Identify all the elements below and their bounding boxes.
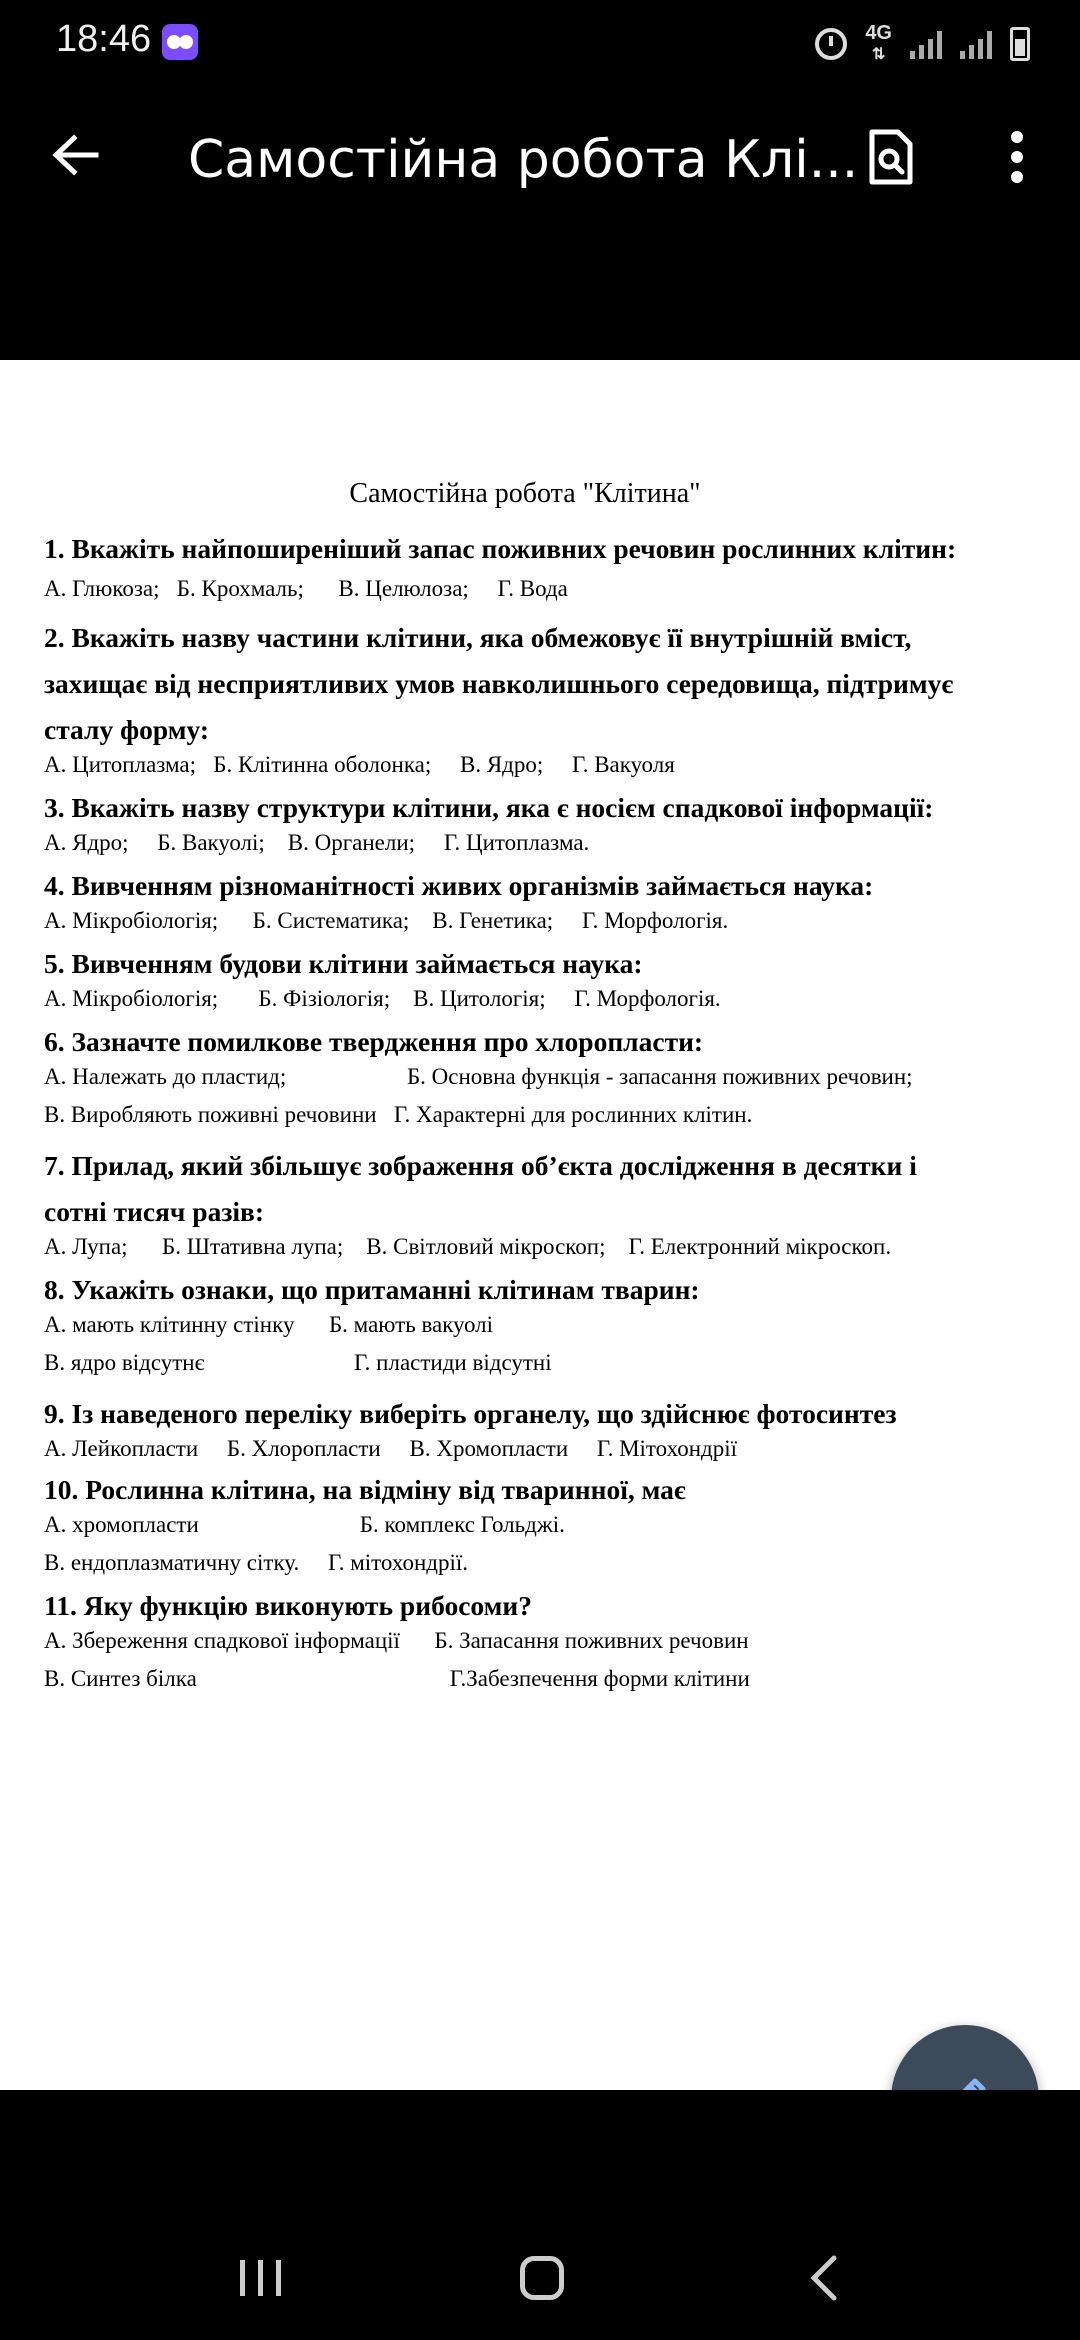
question-line: 9. Із наведеного переліку виберіть органелу, що здійснює фотосинтез	[44, 1398, 897, 1429]
document-page	[0, 360, 1080, 2090]
signal-icon-2	[960, 29, 992, 59]
answer-options-line: А. Збереження спадкової інформації Б. Запасання поживних речовин	[44, 1628, 749, 1653]
answer-options-line: В. ендоплазматичну сітку. Г. мітохондрії.	[44, 1550, 468, 1575]
battery-icon	[1010, 27, 1030, 61]
find-in-page-icon[interactable]	[866, 128, 916, 186]
question-line: 7. Прилад, який збільшує зображення об’єкта дослідження в десятки і	[44, 1150, 917, 1181]
question-line: 2. Вкажіть назву частини клітини, яка обмежовує її внутрішній вміст,	[44, 622, 912, 653]
answer-options-line: А. хромопласти Б. комплекс Гольджі.	[44, 1512, 565, 1537]
status-bar	[0, 0, 1080, 90]
signal-icon	[910, 29, 942, 59]
answer-options-line: А. Мікробіологія; Б. Систематика; В. Генетика; Г. Морфологія.	[44, 908, 729, 933]
question-line: 8. Укажіть ознаки, що притаманні клітинам тварин:	[44, 1274, 700, 1305]
network-type-label: 4G ⇅	[865, 22, 892, 63]
answer-options-line: А. Лупа; Б. Штативна лупа; В. Світловий мікроскоп; Г. Електронний мікроскоп.	[44, 1234, 892, 1259]
app-bar	[0, 90, 1080, 360]
answer-options-line: В. Синтез білка Г.Забезпечення форми клітини	[44, 1666, 750, 1691]
answer-options-line: А. мають клітинну стінку Б. мають вакуолі	[44, 1312, 494, 1337]
answer-options-line: А. Мікробіологія; Б. Фізіологія; В. Цитологія; Г. Морфологія.	[44, 986, 721, 1011]
document-title: Самостійна робота Клі...	[188, 130, 859, 190]
question-line: 11. Яку функцію виконують рибосоми?	[44, 1590, 532, 1621]
answer-options-line: В. Виробляють поживні речовини Г. Характерні для рослинних клітин.	[44, 1102, 753, 1127]
status-time: 18:46	[56, 18, 152, 60]
more-options-icon[interactable]	[1000, 130, 1034, 184]
answer-options-line: В. ядро відсутнє Г. пластиди відсутні	[44, 1350, 552, 1375]
app-notification-icon	[162, 24, 198, 60]
question-line: 5. Вивченням будови клітини займається наука:	[44, 948, 643, 979]
document-heading: Самостійна робота "Клітина"	[349, 478, 701, 509]
answer-options-line: А. Цитоплазма; Б. Клітинна оболонка; В. Ядро; Г. Вакуоля	[44, 752, 675, 777]
nav-back-icon[interactable]	[806, 2254, 842, 2302]
answer-options-line: А. Глюкоза; Б. Крохмаль; В. Целюлоза; Г. Вода	[44, 576, 568, 601]
question-line: сотні тисяч разів:	[44, 1196, 265, 1227]
system-navigation-bar	[0, 2090, 1080, 2340]
answer-options-line: А. Ядро; Б. Вакуолі; В. Органели; Г. Цитоплазма.	[44, 830, 590, 855]
recent-apps-icon[interactable]	[238, 2258, 284, 2298]
home-icon[interactable]	[520, 2256, 564, 2300]
status-icons	[815, 24, 1030, 64]
answer-options-line: А. Лейкопласти Б. Хлоропласти В. Хромопласти Г. Мітохондрії	[44, 1436, 738, 1461]
alarm-icon	[815, 28, 847, 60]
back-arrow-icon[interactable]	[50, 130, 100, 180]
question-line: 4. Вивченням різноманітності живих організмів займається наука:	[44, 870, 874, 901]
question-line: 1. Вкажіть найпоширеніший запас поживних речовин рослинних клітин:	[44, 533, 957, 564]
question-line: 10. Рослинна клітина, на відміну від тваринної, має	[44, 1474, 686, 1505]
question-line: 3. Вкажіть назву структури клітини, яка є носієм спадкової інформації:	[44, 792, 934, 823]
question-line: сталу форму:	[44, 714, 210, 745]
network-type-text: 4G	[865, 22, 892, 44]
question-line: захищає від несприятливих умов навколишнього середовища, підтримує	[44, 668, 954, 699]
answer-options-line: А. Належать до пластид; Б. Основна функція - запасання поживних речовин;	[44, 1064, 913, 1089]
question-line: 6. Зазначте помилкове твердження про хлоропласти:	[44, 1026, 704, 1057]
